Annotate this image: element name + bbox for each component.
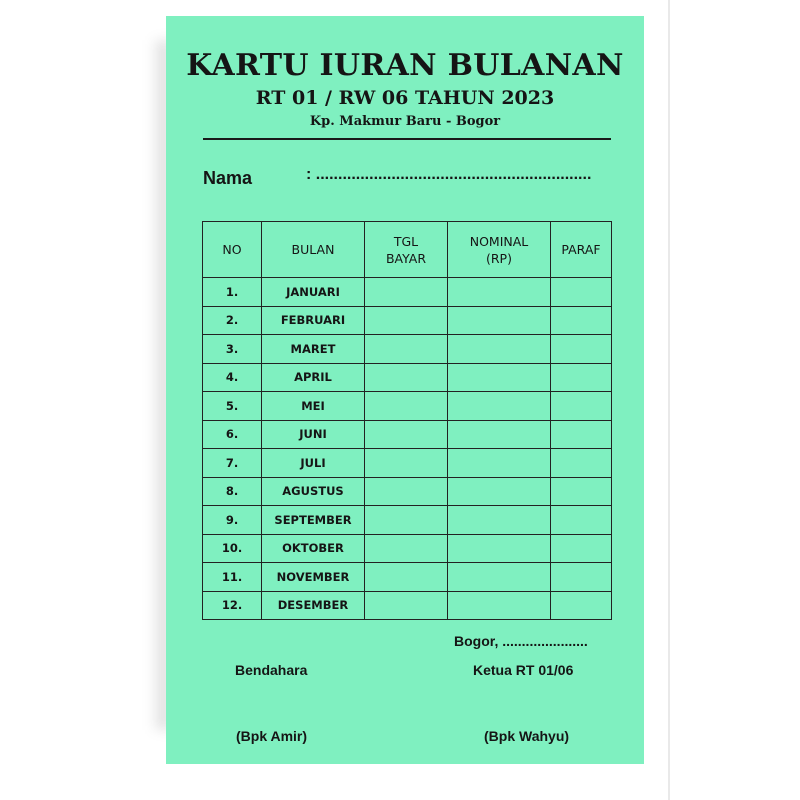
row-nominal-cell [448,392,551,421]
row-no: 5. [203,392,262,421]
header-tgl-bayar [365,222,448,278]
row-bulan: AGUSTUS [262,477,365,506]
row-paraf-cell [551,306,612,335]
header-paraf-label: PARAF [561,242,601,257]
table-row [203,420,612,449]
nama-field: : .............................................................. [306,166,592,183]
row-tgl-bayar-cell [365,591,448,620]
chairman-name: (Bpk Wahyu) [484,728,570,744]
row-paraf-cell [551,534,612,563]
row-no: 6. [203,420,262,449]
row-bulan: SEPTEMBER [262,506,365,535]
row-nominal-cell [448,306,551,335]
row-nominal-cell [448,563,551,592]
row-no: 12. [203,591,262,620]
table-row [203,363,612,392]
row-tgl-bayar-cell [365,392,448,421]
row-paraf-cell [551,420,612,449]
date-line: Bogor, ...................... [454,633,588,649]
row-tgl-bayar-cell [365,506,448,535]
card-subtitle: RT 01 / RW 06 TAHUN 2023 [255,87,555,109]
row-bulan: FEBRUARI [262,306,365,335]
table-row [203,534,612,563]
row-paraf-cell [551,363,612,392]
row-no: 7. [203,449,262,478]
row-no: 11. [203,563,262,592]
row-bulan: JUNI [262,420,365,449]
dues-card [166,16,644,764]
table-row [203,449,612,478]
treasurer-role: Bendahara [235,662,308,678]
row-no: 8. [203,477,262,506]
header-divider [203,138,611,140]
row-paraf-cell [551,392,612,421]
header-bulan [262,222,365,278]
row-paraf-cell [551,506,612,535]
row-no: 2. [203,306,262,335]
table-row [203,563,612,592]
nama-label: Nama [203,168,253,188]
header-nominal-line2: (RP) [486,250,512,266]
row-nominal-cell [448,506,551,535]
header-nominal-line1: NOMINAL [469,233,529,249]
row-bulan: DESEMBER [262,591,365,620]
row-tgl-bayar-cell [365,534,448,563]
row-bulan: JANUARI [262,278,365,307]
row-tgl-bayar-cell [365,363,448,392]
row-paraf-cell [551,335,612,364]
row-nominal-cell [448,449,551,478]
row-paraf-cell [551,563,612,592]
header-nominal [448,222,551,278]
table-row [203,392,612,421]
row-bulan: NOVEMBER [262,563,365,592]
table-row [203,278,612,307]
row-tgl-bayar-cell [365,420,448,449]
row-no: 3. [203,335,262,364]
chairman-role: Ketua RT 01/06 [473,662,574,678]
row-no: 4. [203,363,262,392]
row-tgl-bayar-cell [365,335,448,364]
row-paraf-cell [551,591,612,620]
table-row [203,506,612,535]
header-tgl-line1: TGL [393,233,419,249]
row-nominal-cell [448,534,551,563]
header-bulan-label: BULAN [291,242,335,257]
row-nominal-cell [448,335,551,364]
row-nominal-cell [448,591,551,620]
row-tgl-bayar-cell [365,306,448,335]
table-row [203,477,612,506]
row-no: 10. [203,534,262,563]
row-tgl-bayar-cell [365,477,448,506]
treasurer-name: (Bpk Amir) [236,728,308,744]
row-bulan: APRIL [262,363,365,392]
card-title: KARTU IURAN BULANAN [186,48,624,83]
row-nominal-cell [448,420,551,449]
row-nominal-cell [448,278,551,307]
row-tgl-bayar-cell [365,449,448,478]
row-no: 9. [203,506,262,535]
header-tgl-line2: BAYAR [385,250,427,266]
dues-table [202,221,612,620]
row-nominal-cell [448,477,551,506]
row-tgl-bayar-cell [365,278,448,307]
page-edge-divider [668,0,670,800]
table-row [203,335,612,364]
row-bulan: MEI [262,392,365,421]
header-paraf [551,222,612,278]
row-tgl-bayar-cell [365,563,448,592]
row-paraf-cell [551,477,612,506]
row-no: 1. [203,278,262,307]
row-paraf-cell [551,278,612,307]
row-bulan: MARET [262,335,365,364]
header-no-label: NO [222,242,242,257]
row-paraf-cell [551,449,612,478]
card-location: Kp. Makmur Baru - Bogor [309,114,501,129]
row-nominal-cell [448,363,551,392]
table-header-row [203,222,612,278]
table-row [203,306,612,335]
table-row [203,591,612,620]
row-bulan: OKTOBER [262,534,365,563]
header-no [203,222,262,278]
row-bulan: JULI [262,449,365,478]
